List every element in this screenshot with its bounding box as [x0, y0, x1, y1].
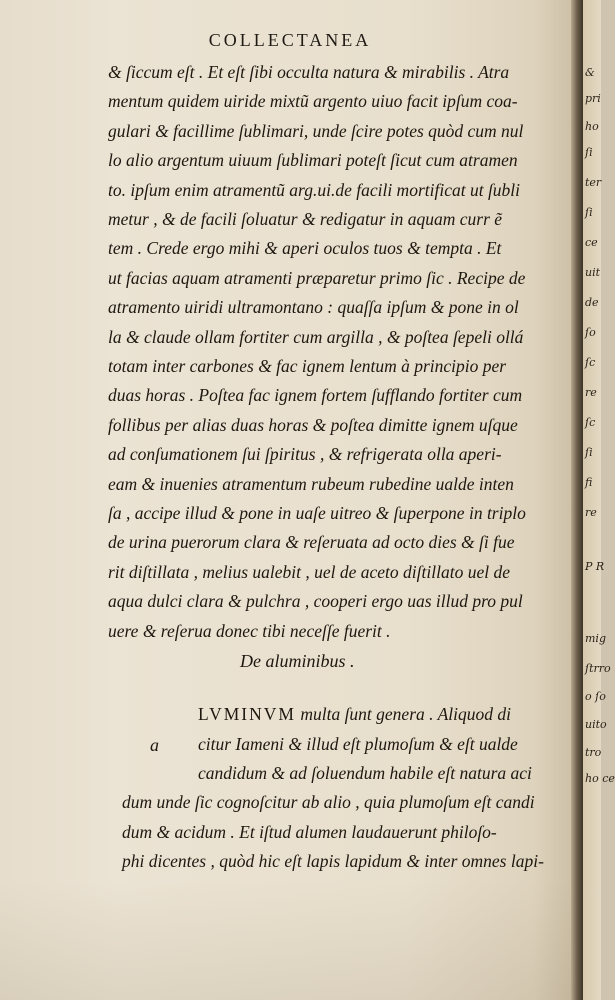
- text-line: dum unde ſic cognoſcitur ab alio , quia plumoſum eſt candi: [122, 792, 535, 812]
- text-line: rit diſtillata , melius ualebit , uel de aceto diſtillato uel de: [108, 561, 510, 582]
- text-line: lo alio argentum uiuum ſublimari poteſt ſicut cum atramen: [108, 150, 518, 171]
- facing-page-fragment: ſtrro: [585, 662, 611, 675]
- facing-page-fragment: tro: [585, 746, 602, 759]
- text-line: dum & acidum . Et iſtud alumen laudauerunt philoſo-: [122, 822, 497, 842]
- text-line: tem . Crede ergo mihi & aperi oculos tuos & tempta . Et: [108, 238, 502, 259]
- text-line: duas horas . Poſtea fac ignem fortem ſufflando fortiter cum: [108, 385, 523, 406]
- text-line: mentum quidem uiride mixtũ argento uiuo facit ipſum coa-: [108, 91, 518, 112]
- facing-page-fragment: pri: [585, 92, 601, 105]
- facing-page-fragment: re: [585, 386, 597, 399]
- text-line: atramento uiridi ultramontano : quaſſa ipſum & pone in ol: [108, 297, 519, 318]
- text-line: totam inter carbones & fac ignem lentum à principio per: [108, 356, 507, 376]
- facing-page-fragment: de: [585, 296, 599, 309]
- text-line: citur Iameni & illud eſt plumoſum & eſt ualde: [198, 734, 518, 754]
- text-line: ſa , accipe illud & pone in uaſe uitreo & ſuperpone in triplo: [108, 503, 526, 523]
- text-line: gulari & facillime ſublimari, unde ſcire potes quòd cum nul: [108, 120, 524, 141]
- text-line: metur , & de facili ſoluatur & redigatur in aquam curr ẽ: [108, 209, 503, 229]
- text-line: ut facias aquam atramenti præparetur primo ſic . Recipe de: [108, 267, 526, 288]
- text-line: to. ipſum enim atramentũ arg.ui.de facili mortificat ut ſubli: [108, 179, 521, 200]
- facing-page-fragment: &: [585, 66, 595, 79]
- facing-page-fragment: ſc: [585, 416, 596, 429]
- text-line: follibus per alias duas horas & poſtea dimitte ignem uſque: [108, 414, 518, 435]
- text-line: & ſiccum eſt . Et eſt ſibi occulta natura & mirabilis . Atra: [108, 62, 510, 82]
- facing-page-fragment: ſo: [585, 326, 596, 339]
- text-line: candidum & ad ſoluendum habile eſt natura aci: [198, 763, 532, 783]
- text-line: aqua dulci clara & pulchra , cooperi ergo uas illud pro pul: [108, 591, 523, 612]
- section-heading: De aluminibus .: [240, 651, 355, 671]
- facing-page-fragment: uit: [585, 266, 601, 279]
- facing-page-fragment: ſi: [585, 146, 593, 159]
- text-line: uere & reſerua donec tibi neceſſe fuerit .: [108, 620, 391, 641]
- facing-page-fragment: fi: [585, 476, 593, 489]
- facing-page-fragment: ter: [585, 176, 602, 189]
- facing-page-fragment: ho ce: [585, 772, 615, 785]
- facing-page-fragment: uito: [585, 718, 607, 731]
- book-gutter: [571, 0, 583, 1000]
- running-head: COLLECTANEA: [208, 30, 372, 50]
- text-line: de urina puerorum clara & reſeruata ad octo dies & ſi fue: [108, 532, 515, 553]
- facing-page-edge: [583, 0, 615, 1000]
- facing-page-fragment: ſi: [585, 206, 593, 219]
- facing-page-fragment: ce: [585, 236, 598, 249]
- facing-page-fragment: ho: [585, 120, 599, 133]
- text-line: la & claude ollam fortiter cum argilla , & poſtea ſepeli ollá: [108, 326, 524, 347]
- text-line: eam & inuenies atramentum rubeum rubedine ualde inten: [108, 473, 514, 494]
- marginal-letter: a: [150, 735, 159, 755]
- page-shadow: [0, 880, 580, 1000]
- text-line: phi dicentes , quòd hic eſt lapis lapidum & inter omnes lapi-: [122, 851, 544, 871]
- facing-page-fragment: ſi: [585, 446, 593, 459]
- text-line: [198, 706, 511, 724]
- line-rest: multa ſunt genera . Aliquod di: [295, 704, 511, 724]
- facing-page-fragment: o ſo: [585, 690, 606, 703]
- facing-page-fragment: mig: [585, 632, 606, 645]
- initial-capitals: LVMINVM: [198, 704, 296, 724]
- facing-page-fragment: re: [585, 506, 597, 519]
- text-line: ad conſumationem ſui ſpiritus , & refrigerata olla aperi-: [108, 444, 502, 465]
- facing-page-fragment: P R: [585, 560, 605, 573]
- facing-page-fragment: ſc: [585, 356, 596, 369]
